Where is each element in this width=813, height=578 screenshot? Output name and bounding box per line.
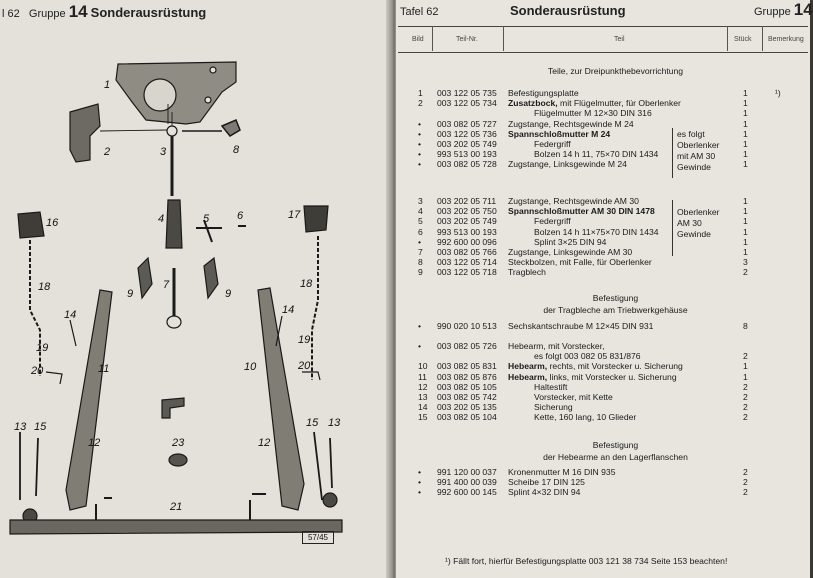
row-part-description-text: Vorstecker, mit Kette bbox=[534, 392, 613, 402]
turnbuckle bbox=[166, 200, 182, 248]
row-quantity: 1 bbox=[743, 108, 748, 119]
row-part-description-text: Scheibe 17 DIN 125 bbox=[508, 477, 585, 488]
row-part-description-text: Sechskantschraube M 12×45 DIN 931 bbox=[508, 321, 654, 331]
row-bild: 4 bbox=[418, 206, 423, 217]
part-label-12a: 12 bbox=[88, 437, 101, 449]
col-bemerkung: Bemerkung bbox=[768, 36, 804, 43]
row-part-description-text: Zugstange, Linksgewinde AM 30 bbox=[508, 247, 633, 257]
part-label-16: 16 bbox=[46, 217, 59, 229]
part-label-19a: 19 bbox=[36, 342, 49, 354]
row-part-description bbox=[508, 98, 681, 108]
row-part-description bbox=[508, 206, 655, 216]
table-divider bbox=[727, 26, 728, 51]
row-part-description-bold: Spannschloßmutter AM 30 DIN 1478 bbox=[508, 206, 655, 217]
row-part-number: 003 082 05 876 bbox=[437, 371, 497, 382]
footnote: ¹) Fällt fort, hierfür Befestigungsplatte 003 121 38 734 Seite 153 beachten! bbox=[445, 556, 728, 566]
part-label-14a: 14 bbox=[64, 309, 77, 321]
part-label-13b: 13 bbox=[328, 417, 341, 429]
row-bild: • bbox=[418, 139, 422, 149]
row-quantity: 1 bbox=[743, 88, 748, 98]
row-bild: 1 bbox=[418, 88, 423, 98]
part-label-10: 10 bbox=[244, 361, 257, 373]
row-part-description bbox=[534, 216, 571, 226]
row-part-description bbox=[534, 382, 567, 392]
part-label-6: 6 bbox=[237, 210, 244, 222]
row-quantity: 1 bbox=[743, 361, 748, 372]
hook-left bbox=[138, 258, 152, 298]
part-label-3: 3 bbox=[160, 146, 167, 158]
left-page-number: l 62 bbox=[2, 8, 20, 20]
row-part-number: 003 202 05 749 bbox=[437, 139, 497, 149]
row-quantity: 1 bbox=[743, 247, 748, 257]
row-part-number: 003 082 05 728 bbox=[437, 159, 497, 170]
row-part-description bbox=[508, 267, 546, 277]
row-bild: • bbox=[418, 118, 422, 129]
part-label-15b: 15 bbox=[306, 417, 319, 429]
row-part-description-bold: Spannschloßmutter M 24 bbox=[508, 128, 611, 139]
part-label-13a: 13 bbox=[14, 421, 27, 433]
row-part-number: 003 202 05 749 bbox=[437, 216, 497, 227]
row-quantity: 1 bbox=[743, 128, 748, 139]
row-part-number: 993 513 00 193 bbox=[437, 226, 497, 237]
exploded-parts-diagram bbox=[0, 0, 392, 578]
row-part-description-text: Federgriff bbox=[534, 139, 571, 149]
row-part-description bbox=[508, 88, 579, 98]
part-label-4: 4 bbox=[158, 213, 165, 225]
part-label-9a: 9 bbox=[127, 288, 134, 300]
row-part-description bbox=[534, 227, 659, 237]
row-part-description bbox=[508, 477, 585, 487]
row-quantity: 2 bbox=[743, 351, 748, 362]
row-quantity: 1 bbox=[743, 118, 748, 129]
row-bild: • bbox=[418, 149, 422, 160]
row-bild: 13 bbox=[418, 392, 428, 402]
left-header-title: Sonderausrüstung bbox=[90, 5, 207, 20]
row-bild: 9 bbox=[418, 267, 423, 278]
row-quantity: 2 bbox=[743, 487, 748, 498]
row-part-number: 991 400 00 039 bbox=[437, 477, 497, 488]
row-part-number: 003 082 05 766 bbox=[437, 247, 497, 257]
part-label-20a: 20 bbox=[31, 365, 44, 377]
row-part-number: 993 513 00 193 bbox=[437, 149, 497, 160]
row-part-number: 003 122 05 735 bbox=[437, 88, 497, 98]
part-label-7: 7 bbox=[163, 279, 170, 291]
row-quantity: 1 bbox=[743, 371, 748, 382]
figure-reference: 57/45 bbox=[302, 531, 334, 544]
row-part-number: 003 082 05 726 bbox=[437, 341, 497, 351]
row-part-description-text: Steckbolzen, mit Falle, für Oberlenker bbox=[508, 257, 652, 268]
row-part-description bbox=[534, 402, 573, 412]
row-part-description-text: Zugstange, Linksgewinde M 24 bbox=[508, 159, 627, 170]
part-label-9b: 9 bbox=[225, 288, 232, 300]
col-teil: Teil bbox=[614, 36, 625, 43]
row-part-description-text: Zugstange, Rechtsgewinde M 24 bbox=[508, 118, 634, 129]
row-part-description bbox=[508, 119, 634, 129]
row-bild: 2 bbox=[418, 98, 423, 109]
row-part-description-text: Hebearm, mit Vorstecker, bbox=[508, 341, 605, 351]
row-part-number: 003 202 05 711 bbox=[437, 196, 497, 206]
row-part-description-text: Kette, 160 lang, 10 Glieder bbox=[534, 412, 637, 423]
row-part-description bbox=[534, 108, 652, 118]
part-label-23: 23 bbox=[172, 437, 185, 449]
row-part-description bbox=[508, 361, 683, 371]
part-label-1: 1 bbox=[104, 79, 111, 91]
row-quantity: 8 bbox=[743, 321, 748, 331]
pin-left bbox=[20, 432, 38, 500]
row-bild: • bbox=[418, 487, 422, 498]
row-quantity: 1 bbox=[743, 216, 748, 227]
drawbar bbox=[10, 520, 342, 534]
row-bild: • bbox=[418, 321, 422, 331]
col-stueck: Stück bbox=[734, 36, 752, 43]
row-part-description bbox=[534, 149, 658, 159]
row-part-description-text: links, mit Vorstecker u. Sicherung bbox=[547, 371, 677, 382]
row-quantity: 3 bbox=[743, 257, 748, 268]
row-part-description-text: Zugstange, Rechtsgewinde AM 30 bbox=[508, 196, 639, 206]
row-part-number: 003 122 05 734 bbox=[437, 98, 497, 109]
row-quantity: 1 bbox=[743, 236, 748, 247]
part-label-8: 8 bbox=[233, 144, 240, 156]
part-label-2: 2 bbox=[104, 146, 111, 158]
part-label-18b: 18 bbox=[300, 278, 313, 290]
row-part-number: 003 082 05 105 bbox=[437, 381, 497, 392]
brace-text-line: es folgt bbox=[677, 129, 705, 139]
part-label-11: 11 bbox=[98, 363, 110, 375]
right-header-title: Sonderausrüstung bbox=[510, 3, 626, 18]
right-header-gruppe bbox=[754, 0, 813, 20]
row-quantity: 2 bbox=[743, 402, 748, 413]
chain-right bbox=[312, 236, 318, 380]
row-part-description-text: Bolzen 14 h 11×75×70 DIN 1434 bbox=[534, 226, 659, 237]
row-part-description-text: Kronenmutter M 16 DIN 935 bbox=[508, 467, 616, 477]
row-part-description bbox=[534, 139, 571, 149]
row-bild: 5 bbox=[418, 216, 423, 227]
part-label-5: 5 bbox=[203, 213, 210, 225]
row-quantity: 1 bbox=[743, 196, 748, 206]
row-bild: • bbox=[418, 159, 422, 170]
brace-text-line: Gewinde bbox=[677, 162, 711, 172]
bracket-17 bbox=[304, 206, 328, 232]
row-part-number: 990 020 10 513 bbox=[437, 321, 497, 331]
row-remark: ¹) bbox=[775, 88, 781, 98]
row-part-description-text: Federgriff bbox=[534, 216, 571, 227]
row-quantity: 1 bbox=[743, 206, 748, 217]
section-heading-mounting-1: Befestigung bbox=[592, 293, 639, 303]
row-part-description-text: Sicherung bbox=[534, 402, 573, 413]
row-part-description-bold: Hebearm, bbox=[508, 371, 548, 382]
row-part-number: 003 122 05 714 bbox=[437, 257, 497, 268]
row-bild: • bbox=[418, 341, 422, 351]
row-bild: 15 bbox=[418, 412, 428, 423]
section-heading-mounting-2-sub: der Hebearme an den Lagerflanschen bbox=[543, 452, 688, 462]
row-quantity: 2 bbox=[743, 392, 748, 402]
row-part-description bbox=[534, 392, 613, 402]
row-quantity: 1 bbox=[743, 159, 748, 170]
row-quantity: 1 bbox=[743, 149, 748, 160]
pin-right bbox=[314, 432, 332, 500]
row-part-description-text: mit Flügelmutter, für Oberlenker bbox=[557, 98, 681, 109]
row-bild: 11 bbox=[418, 371, 427, 382]
row-part-description-bold: Zusatzbock, bbox=[508, 98, 558, 109]
mounting-plate-hole bbox=[144, 79, 176, 111]
part-label-15a: 15 bbox=[34, 421, 47, 433]
row-part-description bbox=[508, 159, 627, 169]
row-part-number: 003 082 05 727 bbox=[437, 118, 497, 129]
row-part-description-text: Befestigungsplatte bbox=[508, 88, 579, 98]
row-part-description-text: Tragblech bbox=[508, 267, 546, 278]
row-part-description-text: Flügelmutter M 12×30 DIN 316 bbox=[534, 108, 652, 119]
part-label-12b: 12 bbox=[258, 437, 271, 449]
row-quantity: 2 bbox=[743, 412, 748, 423]
row-bild: 12 bbox=[418, 381, 428, 392]
table-header bbox=[398, 26, 808, 53]
table-divider bbox=[503, 26, 504, 51]
row-quantity: 2 bbox=[743, 477, 748, 488]
row-bild: 3 bbox=[418, 196, 423, 206]
row-quantity: 1 bbox=[743, 139, 748, 149]
row-bild: 10 bbox=[418, 361, 428, 372]
section-heading-mounting-1-sub: der Tragbleche am Triebwerkgehäuse bbox=[543, 305, 688, 315]
row-part-description-text: Bolzen 14 h 11, 75×70 DIN 1434 bbox=[534, 149, 659, 160]
brace-group-1 bbox=[672, 128, 673, 178]
part-label-21: 21 bbox=[170, 501, 183, 513]
col-bild: Bild bbox=[412, 36, 424, 43]
row-quantity: 2 bbox=[743, 267, 748, 278]
row-bild: • bbox=[418, 467, 422, 477]
brace-text-line: Gewinde bbox=[677, 229, 711, 239]
col-teilnr: Teil-Nr. bbox=[456, 36, 478, 43]
row-part-number: 003 082 05 104 bbox=[437, 412, 497, 423]
row-bild: 7 bbox=[418, 247, 423, 257]
row-part-description bbox=[534, 351, 641, 361]
row-quantity: 2 bbox=[743, 381, 748, 392]
hook-right bbox=[204, 258, 218, 298]
right-tafel-label: Tafel 62 bbox=[400, 6, 439, 18]
row-bild: 8 bbox=[418, 257, 423, 268]
row-part-number: 991 120 00 037 bbox=[437, 467, 497, 477]
table-divider bbox=[762, 26, 763, 51]
row-part-description bbox=[508, 487, 580, 497]
row-part-description bbox=[534, 412, 636, 422]
brace-text-line: Oberlenker bbox=[677, 207, 720, 217]
part-label-14b: 14 bbox=[282, 304, 295, 316]
section-heading-parts: Teile, zur Dreipunkthebevorrichtung bbox=[547, 66, 684, 76]
row-part-number: 992 600 00 096 bbox=[437, 236, 497, 247]
row-part-description bbox=[508, 257, 652, 267]
row-part-description bbox=[508, 196, 639, 206]
row-part-description-text: Splint 3×25 DIN 94 bbox=[534, 236, 607, 247]
row-part-description-text: rechts, mit Vorstecker u. Sicherung bbox=[547, 361, 683, 372]
row-part-description bbox=[508, 321, 653, 331]
left-gruppe-number: 14 bbox=[68, 2, 88, 21]
row-part-number: 003 082 05 742 bbox=[437, 392, 497, 402]
brace-text-line: Oberlenker bbox=[677, 140, 720, 150]
row-part-number: 003 122 05 718 bbox=[437, 267, 497, 278]
row-part-description bbox=[508, 467, 615, 477]
row-part-description-bold: Hebearm, bbox=[508, 361, 548, 372]
row-part-description bbox=[508, 372, 677, 382]
row-bild: • bbox=[418, 128, 422, 139]
brace-text-line: mit AM 30 bbox=[677, 151, 716, 161]
lift-arm-left bbox=[66, 290, 112, 510]
row-bild: • bbox=[418, 477, 422, 488]
row-part-description bbox=[508, 341, 604, 351]
support-bracket bbox=[70, 104, 100, 162]
row-bild: 14 bbox=[418, 402, 428, 413]
row-part-number: 003 202 05 135 bbox=[437, 402, 497, 413]
left-gruppe-label: Gruppe bbox=[28, 8, 66, 20]
row-part-number: 003 122 05 736 bbox=[437, 128, 497, 139]
brace-group-2 bbox=[672, 200, 673, 256]
part-label-17: 17 bbox=[288, 209, 301, 221]
row-bild: 6 bbox=[418, 226, 423, 237]
row-part-description bbox=[534, 237, 606, 247]
brace-text-line: AM 30 bbox=[677, 218, 702, 228]
table-divider bbox=[432, 26, 433, 51]
row-part-number: 003 202 05 750 bbox=[437, 206, 497, 217]
part-label-20b: 20 bbox=[298, 360, 311, 372]
row-part-description-text: es folgt 003 082 05 831/876 bbox=[534, 351, 641, 362]
bracket-16 bbox=[18, 212, 44, 238]
row-part-description bbox=[508, 129, 610, 139]
left-page bbox=[0, 0, 392, 578]
row-part-number: 003 082 05 831 bbox=[437, 361, 497, 372]
row-part-description-text: Haltestift bbox=[534, 381, 568, 392]
row-part-number: 992 600 00 145 bbox=[437, 487, 497, 498]
part-label-18a: 18 bbox=[38, 281, 51, 293]
row-part-description-text: Splint 4×32 DIN 94 bbox=[508, 487, 581, 498]
right-gruppe-number: 14 bbox=[793, 0, 813, 19]
part-label-19b: 19 bbox=[298, 334, 311, 346]
section-heading-mounting-2: Befestigung bbox=[592, 440, 639, 450]
chain-left bbox=[30, 240, 40, 376]
row-quantity: 1 bbox=[743, 226, 748, 237]
row-quantity: 2 bbox=[743, 467, 748, 477]
row-quantity: 1 bbox=[743, 98, 748, 109]
cap-23 bbox=[169, 454, 187, 466]
row-bild: • bbox=[418, 236, 422, 247]
row-part-description bbox=[508, 247, 632, 257]
right-gruppe-label: Gruppe bbox=[754, 6, 791, 18]
